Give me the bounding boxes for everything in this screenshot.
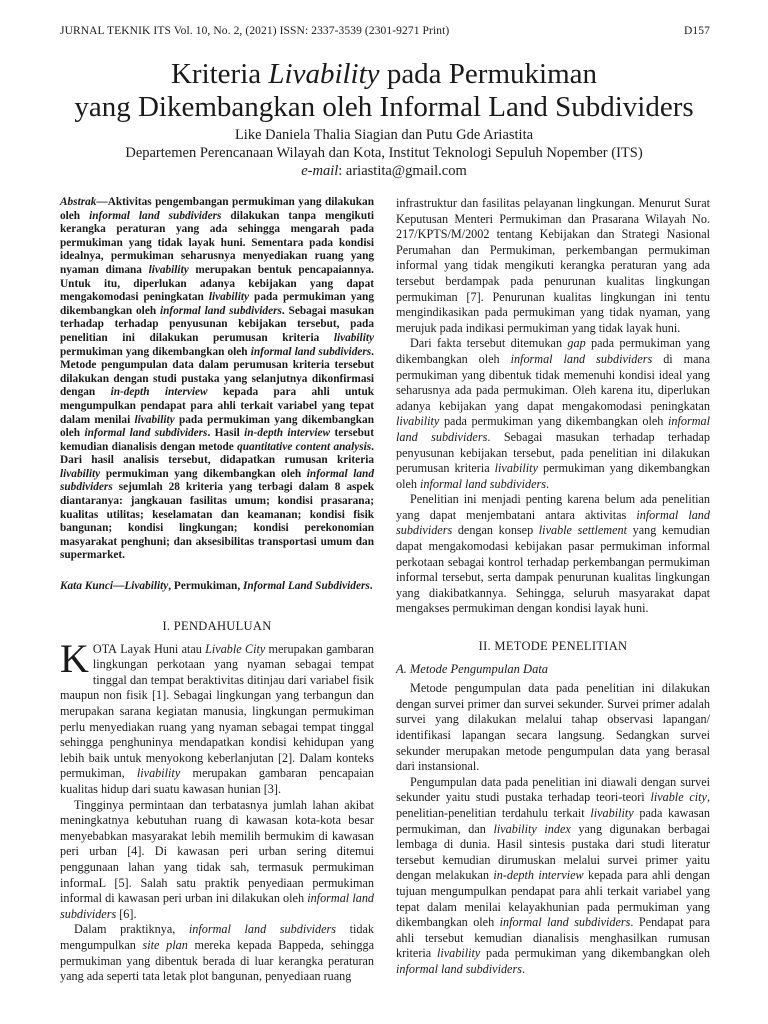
italic-term: livability [136,766,181,781]
email-label: e-mail [301,163,339,179]
keywords [60,579,374,593]
italic-term: livability [60,467,101,480]
italic-term: livability [590,805,634,820]
text-run: — [113,580,125,593]
title-block [0,58,768,180]
abstract [60,196,374,563]
italic-term: in-depth interview [244,427,331,440]
text-run: pada permukiman yang dikembangkan oleh [60,291,374,317]
text-run: , Permukiman, [168,580,243,593]
text-run: Layak Huni atau [116,641,206,656]
italic-term: livable city [650,790,707,805]
text-run: . Pendapat para ahli tersebut kemudian dianalisis menghasilkan rumusan kriteria [396,915,710,961]
right-column [396,196,710,978]
text-run: di mana permukiman yang dibentuk tidak memenuhi kondisi ideal yang seharusnya ada pada permukiman. Oleh karena itu, diperlukan adanya kebijakan yang dapat mengakomodasi peningkatan [396,351,710,413]
italic-term: informal land subdividers [420,476,546,491]
italic-term: Livable City [205,641,266,656]
italic-term: livability [494,461,538,476]
intro-paragraph-3 [60,922,374,984]
italic-term: livability [148,263,189,276]
italic-term: informal land subdividers [60,467,374,494]
running-header [60,25,710,37]
italic-term: informal land subdividers [499,915,631,930]
keywords-text [113,580,373,592]
italic-term: in-depth interview [493,868,584,883]
section-heading-pendahuluan: I. PENDAHULUAN [162,619,272,634]
left-column [60,196,374,985]
text-run: kepada para ahli dengan tujuan mengumpulkan pendapat para ahli terkait variabel yang tepat dalam menilai kelayakhunian pada permukiman yang dikembangkan oleh [396,868,710,930]
text-run: Tingginya permintaan dan terbatasnya jumlah lahan akibat meningkatnya kebutuhan ruang di kawasan kota-kota besar menyebabkan masyarakat lebih memilih bermukim di kawasan peri urban [4]. Di kawasan peri urban sering ditemui penggunaan lahan yang tidak sah, termasuk permukiman informaL [5]. Salah satu praktik penyediaan permukiman informal di kawasan peri urban ini dilakukan oleh [60,797,374,906]
intro-paragraph-5 [396,336,710,492]
authors: Like Daniela Thalia Siagian dan Putu Gde Ariastita [234,127,534,143]
section-heading-metode: II. METODE PENELITIAN [478,639,628,654]
email-line [0,162,768,180]
paper-title-line-1: Kriteria Livability pada Permukiman [170,58,598,90]
intro-paragraph-2 [60,798,374,923]
italic-term: informal land subdividers [396,961,522,976]
keywords-lead: Kata Kunci [60,580,114,593]
text-run: . Hasil [207,427,245,440]
abstract-text [60,196,374,561]
italic-term: informal land subdividers [60,891,375,921]
italic-term: Informal Land Subdividers [242,580,370,593]
text-run: merupakan gambaran pencapaian kualitas hidup dari suatu kawasan hunian [3]. [60,766,374,796]
text-run: . Dari hasil analisis tersebut, didapatkan rumusan kriteria [60,440,374,467]
italic-term: Livability [124,580,169,593]
text-run: permukiman yang dikembangkan oleh [100,467,307,480]
intro-paragraph-6 [396,492,710,617]
method-paragraph-1 [396,681,710,775]
text-run: merupakan gambaran lingkungan perkotaan yang nyaman sebagai tempat tinggal dan tempat beraktivitas ditinjau dari variabel fisik maupun non fisik [1]. Sebagai lingkungan yang terbangun dan merupakan sarana kegiatan manusia, lingkungan permukiman perlu menyediakan ruang yang nyaman sebagai tempat tinggal sehingga penghuninya mendapatkan kondisi kehidupan yang lebih baik untuk menyokong keberlanjutan [2]. Dalam konteks permukiman, [60,641,374,781]
italic-term: in-depth interview [110,386,208,399]
text-run: dengan konsep [452,523,539,538]
affiliation: Departemen Perencanaan Wilayah dan Kota, Institut Teknologi Sepuluh Nopember (ITS) [125,145,643,161]
text-run: pada permukiman yang dikembangkan oleh [480,946,710,961]
italic-term: livable settlement [538,523,627,538]
italic-term: informal land subdividers [396,507,710,538]
text-run: mereka kepada Bappeda, sehingga permukiman yang dibentuk berada di luar kerangka peraturan yang ada seperti tata letak plot bangunan, penyediaan ruang [60,937,374,984]
italic-term: quantitative content analysis [237,440,372,453]
text-run: dilakukan tanpa mengikuti kerangka peraturan yang ada sehingga mengarah pada permukiman yang tidak layak huni. Sementara pada kondisi idealnya, permukiman seharusnya menyediakan ruang yang nyaman dimana [60,209,374,276]
text-run: permukiman yang dikembangkan oleh [396,461,710,491]
italic-term: livability [396,414,440,429]
text-run: , penelitian-penelitian terdahulu terkait [396,790,710,820]
intro-paragraph-1 [60,635,374,798]
text-run: kepada para ahli untuk mengumpulkan pendapat para ahli terkait variabel yang tepat dalam menilai [60,386,375,426]
italic-term: informal land subdividers [188,922,336,937]
text-run: Dari fakta tersebut ditemukan [410,336,568,351]
text-run: . [545,476,550,491]
text-run: Dalam praktiknya, [74,922,189,937]
email-address: : ariastita@gmail.com [338,163,467,179]
text-run: Pengumpulan data pada penelitian ini diawali dengan survei sekunder yaitu studi pustaka terhadap teori-teori [396,774,710,805]
text-run: . Sebagai masukan terhadap terhadap penyusunan kebijakan tersebut, pada penelitian ini dilakukan perumusan kriteria [60,304,374,344]
italic-term: informal land subdividers [510,351,653,366]
text-run: yang digunakan berbagai lembaga di dunia. Hasil sintesis pustaka dari studi literatur tersebut kemudian dirumuskan melalui survei primer yaitu dengan melakukan [396,821,710,883]
text-run: pada permukiman yang dikembangkan oleh [60,413,374,440]
text-run: infrastruktur dan fasilitas pelayanan lingkungan. Menurut Surat Keputusan Menteri Permukiman dan Prasarana Wilayah No. 217/KPTS/M/2002 tentang Kebijakan dan Strategi Nasional Perumahan dan Permukiman, perkembangan permukiman informal yang tidak mengikuti kerangka peraturan yang ada tersebut berdampak pada penurunan kualitas lingkungan permukiman [7]. Penurunan kualitas lingkungan ini tentu mengindikasikan pada permukiman yang tidak nyaman, yang merujuk pada indikasi permukiman yang tidak layak huni. [396,196,710,335]
text-run: . [369,580,373,593]
text-run: Penelitian ini menjadi penting karena belum ada penelitian yang dapat menjembatani antara aktivitas [396,492,710,522]
italic-term: livability [333,331,374,344]
abstract-lead: Abstrak [60,196,97,208]
text-run: tidak mengumpulkan [60,922,374,952]
text-run: yang kemudian dapat mengakomodasi kebijakan pasar permukiman informal perkotaan sebagai kontrol terhadap perkembangan permukiman informal tersebut, serta dampak penurunan kualitas lingkungan yang diakibatkannya. Sehingga, seluruh masyarakat dapat mengakses permukiman dengan kondisi layak huni. [396,523,710,616]
italic-term: informal land subdividers [84,427,208,440]
italic-term: livability [134,413,175,426]
italic-term: informal land subdividers [250,345,372,358]
text-run: . Sebagai masukan terhadap terhadap penyusunan kebijakan tersebut, pada penelitian ini dilakukan perumusan kriteria [396,429,710,476]
text-run: tersebut kemudian dianalisis dengan metode [60,427,374,453]
italic-term: livability index [493,821,571,836]
text-run: —Aktivitas pengembangan permukiman yang dilakukan oleh [60,196,374,222]
text-run: Metode pengumpulan data pada penelitian ini dilakukan dengan survei primer dan survei sekunder. Survei primer adalah survei yang dilakukan melalui tahap observasi lapangan/ identifikasi lapangan secara langsung. Sedangkan survei sekunder merupakan metode pengumpulan data yang berasal dari instansional. [396,681,710,774]
text-run: sejumlah 28 kriteria yang terbagi dalam 8 aspek diantaranya: jangkauan fasilitas umum; kondisi prasarana; kualitas utilitas; keselamatan dan keamanan; kondisi fisik bangunan; kondisi lingkungan; kondisi perekonomian masyarakat penghuni; dan aksesibilitas transportasi umum dan supermarket. [60,481,374,562]
italic-term: livability [208,291,249,304]
text-run: permukiman yang dikembangkan oleh [60,345,251,358]
italic-term: informal land subdividers [159,304,282,317]
paper-title-line-2: yang Dikembangkan oleh Informal Land Subdividers [74,91,694,123]
text-run: . Metode pengumpulan data dalam perumusan kriteria tersebut dilakukan dengan studi pustaka yang selanjutnya dikonfirmasi dengan [60,345,374,399]
intro-paragraph-4 [396,196,710,336]
drop-cap: K [60,635,89,681]
italic-term: gap [567,336,586,351]
text-run: OTA [92,641,117,656]
text-run: pada kawasan permukiman, dan [396,805,711,836]
italic-term: site plan [142,937,188,952]
text-run: pada permukiman yang dikembangkan oleh [439,414,669,429]
text-run: pada permukiman yang dikembangkan oleh [396,336,711,366]
subsection-heading-pengumpulan-data: A. Metode Pengumpulan Data [396,661,549,676]
text-run: [6]. [116,906,137,921]
italic-term: livability [436,946,481,961]
method-paragraph-2 [396,775,710,978]
text-run: . [521,961,525,976]
page-number: D157 [684,25,710,37]
text-run: merupakan bentuk pencapaiannya. Untuk itu, diperlukan adanya kebijakan yang dapat mengakomodasi peningkatan [60,263,374,304]
italic-term: informal land subdividers [396,414,710,444]
journal-citation: JURNAL TEKNIK ITS Vol. 10, No. 2, (2021) ISSN: 2337-3539 (2301-9271 Print) [60,25,450,37]
italic-term: informal land subdividers [89,209,222,222]
